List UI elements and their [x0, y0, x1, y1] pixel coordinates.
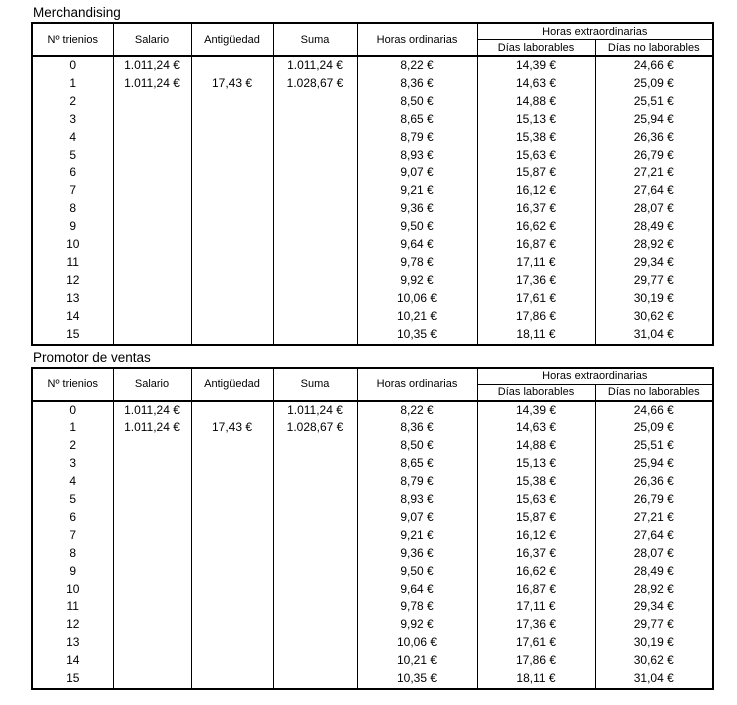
- table-cell: 9,36 €: [357, 545, 477, 563]
- table-cell: 16,62 €: [477, 218, 595, 236]
- table-row: [32, 308, 713, 326]
- table-cell: 8,79 €: [357, 473, 477, 491]
- table-cell: 16,87 €: [477, 236, 595, 254]
- table-cell: 26,36 €: [595, 473, 713, 491]
- table-cell: [191, 509, 273, 527]
- table-cell: [191, 254, 273, 272]
- table-cell: [273, 491, 357, 509]
- table-cell: 12: [32, 272, 113, 290]
- table-cell: 9,36 €: [357, 200, 477, 218]
- table-cell: [273, 670, 357, 689]
- table-cell: 25,09 €: [595, 419, 713, 437]
- table-cell: 6: [32, 164, 113, 182]
- table-cell: [191, 111, 273, 129]
- table-cell: 9: [32, 218, 113, 236]
- table-cell: 26,79 €: [595, 147, 713, 165]
- column-header-suma: Suma: [273, 368, 357, 401]
- table-cell: 9,50 €: [357, 563, 477, 581]
- table-row: [32, 545, 713, 563]
- table-cell: 11: [32, 598, 113, 616]
- table-cell: 6: [32, 509, 113, 527]
- table-cell: 9,92 €: [357, 616, 477, 634]
- table-cell: 2: [32, 437, 113, 455]
- table-cell: 30,19 €: [595, 290, 713, 308]
- table-cell: [191, 401, 273, 420]
- table-cell: 10,35 €: [357, 326, 477, 345]
- table-cell: [113, 93, 191, 111]
- table-cell: [113, 563, 191, 581]
- table-cell: 9,21 €: [357, 527, 477, 545]
- table-cell: 1.011,24 €: [273, 56, 357, 75]
- table-cell: 15,38 €: [477, 473, 595, 491]
- table-cell: 8,22 €: [357, 56, 477, 75]
- table-cell: 8: [32, 545, 113, 563]
- table-cell: [273, 290, 357, 308]
- table-cell: 27,64 €: [595, 182, 713, 200]
- table-row: [32, 182, 713, 200]
- table-row: [32, 670, 713, 689]
- table-cell: [113, 200, 191, 218]
- table-cell: 15,87 €: [477, 509, 595, 527]
- table-cell: [191, 527, 273, 545]
- table-cell: 15,87 €: [477, 164, 595, 182]
- table-cell: 16,62 €: [477, 563, 595, 581]
- table-cell: [191, 616, 273, 634]
- table-cell: [191, 326, 273, 345]
- table-cell: 17,43 €: [191, 419, 273, 437]
- table-cell: 1.011,24 €: [113, 75, 191, 93]
- table-row: [32, 129, 713, 147]
- table-row: [32, 93, 713, 111]
- table-cell: [273, 182, 357, 200]
- table-cell: 1.011,24 €: [273, 401, 357, 420]
- table-cell: [113, 218, 191, 236]
- table-cell: 17,36 €: [477, 616, 595, 634]
- table-cell: 29,77 €: [595, 616, 713, 634]
- table-cell: 8,65 €: [357, 111, 477, 129]
- table-cell: 9,64 €: [357, 581, 477, 599]
- table-cell: [273, 111, 357, 129]
- column-header-dias-laborables: Días laborables: [477, 384, 595, 401]
- table-cell: 16,87 €: [477, 581, 595, 599]
- table-cell: [273, 545, 357, 563]
- table-row: [32, 147, 713, 165]
- table-cell: [273, 473, 357, 491]
- table-cell: 18,11 €: [477, 670, 595, 689]
- table-cell: 15,38 €: [477, 129, 595, 147]
- table-cell: [113, 129, 191, 147]
- table-cell: [113, 652, 191, 670]
- table-cell: 17,61 €: [477, 634, 595, 652]
- table-cell: [191, 455, 273, 473]
- table-cell: [191, 129, 273, 147]
- table-cell: 17,86 €: [477, 308, 595, 326]
- table-cell: [273, 527, 357, 545]
- table-cell: [273, 236, 357, 254]
- table-cell: 15,13 €: [477, 111, 595, 129]
- table-row: [32, 200, 713, 218]
- table-cell: 14,63 €: [477, 419, 595, 437]
- table-row: [32, 401, 713, 420]
- table-row: [32, 527, 713, 545]
- table-cell: [113, 437, 191, 455]
- table-cell: [191, 563, 273, 581]
- table-section-merchandising: [31, 4, 737, 346]
- table-cell: 29,77 €: [595, 272, 713, 290]
- table-cell: [113, 598, 191, 616]
- table-row: [32, 563, 713, 581]
- table-cell: 9,64 €: [357, 236, 477, 254]
- column-header-dias-no-laborables: Días no laborables: [595, 384, 713, 401]
- table-cell: 14: [32, 652, 113, 670]
- column-header-salario: Salario: [113, 23, 191, 56]
- table-cell: [113, 290, 191, 308]
- table-cell: 9,07 €: [357, 164, 477, 182]
- table-cell: [191, 652, 273, 670]
- table-cell: 14,39 €: [477, 56, 595, 75]
- table-row: [32, 634, 713, 652]
- table-cell: 17,11 €: [477, 254, 595, 272]
- table-cell: [273, 652, 357, 670]
- table-cell: [191, 164, 273, 182]
- salary-table-promotor-de-ventas: [31, 367, 714, 691]
- table-title-merchandising: Merchandising: [33, 5, 121, 20]
- table-cell: [113, 326, 191, 345]
- table-cell: 26,36 €: [595, 129, 713, 147]
- column-header-horas-ordinarias: Horas ordinarias: [357, 23, 477, 56]
- table-cell: [191, 93, 273, 111]
- table-cell: [273, 308, 357, 326]
- table-cell: 14,88 €: [477, 437, 595, 455]
- table-cell: 9,78 €: [357, 598, 477, 616]
- table-cell: [113, 581, 191, 599]
- table-row: [32, 509, 713, 527]
- table-cell: [113, 254, 191, 272]
- table-row: [32, 290, 713, 308]
- table-cell: 4: [32, 473, 113, 491]
- table-cell: [273, 164, 357, 182]
- table-cell: 8,36 €: [357, 419, 477, 437]
- table-cell: 15: [32, 670, 113, 689]
- table-cell: 10,35 €: [357, 670, 477, 689]
- table-cell: [191, 200, 273, 218]
- table-cell: 11: [32, 254, 113, 272]
- table-cell: 17,86 €: [477, 652, 595, 670]
- table-cell: 28,49 €: [595, 563, 713, 581]
- table-cell: [113, 509, 191, 527]
- table-cell: 8,65 €: [357, 455, 477, 473]
- table-row: [32, 272, 713, 290]
- salary-table-merchandising: [31, 22, 714, 346]
- table-cell: 25,09 €: [595, 75, 713, 93]
- table-row: [32, 455, 713, 473]
- table-cell: 8,36 €: [357, 75, 477, 93]
- column-header-horas-ordinarias: Horas ordinarias: [357, 368, 477, 401]
- table-cell: 8,93 €: [357, 147, 477, 165]
- table-cell: 16,37 €: [477, 545, 595, 563]
- table-cell: 3: [32, 111, 113, 129]
- table-cell: 15,63 €: [477, 491, 595, 509]
- table-cell: 28,49 €: [595, 218, 713, 236]
- table-cell: 10,21 €: [357, 308, 477, 326]
- table-cell: 29,34 €: [595, 254, 713, 272]
- column-header-antiguedad: Antigüedad: [191, 368, 273, 401]
- table-cell: 15,63 €: [477, 147, 595, 165]
- table-cell: [113, 236, 191, 254]
- table-cell: 10,06 €: [357, 634, 477, 652]
- table-cell: 16,12 €: [477, 182, 595, 200]
- table-cell: 0: [32, 56, 113, 75]
- table-cell: 1.028,67 €: [273, 419, 357, 437]
- table-cell: [191, 545, 273, 563]
- table-cell: [113, 111, 191, 129]
- table-header: [32, 23, 713, 56]
- column-header-dias-laborables: Días laborables: [477, 40, 595, 57]
- table-cell: 31,04 €: [595, 670, 713, 689]
- table-cell: 1.011,24 €: [113, 56, 191, 75]
- table-cell: [273, 509, 357, 527]
- table-cell: [191, 581, 273, 599]
- table-cell: 27,64 €: [595, 527, 713, 545]
- table-cell: 1: [32, 419, 113, 437]
- table-cell: [191, 182, 273, 200]
- table-cell: 25,51 €: [595, 93, 713, 111]
- table-cell: [113, 455, 191, 473]
- table-cell: 13: [32, 290, 113, 308]
- table-title-promotor-de-ventas: Promotor de ventas: [33, 349, 151, 365]
- table-section-promotor-de-ventas: [31, 349, 737, 691]
- table-cell: 24,66 €: [595, 401, 713, 420]
- table-cell: [191, 437, 273, 455]
- table-cell: [113, 182, 191, 200]
- table-cell: 10: [32, 581, 113, 599]
- table-cell: 28,07 €: [595, 545, 713, 563]
- table-cell: 8,50 €: [357, 93, 477, 111]
- table-cell: 17,36 €: [477, 272, 595, 290]
- table-cell: 5: [32, 147, 113, 165]
- table-cell: 24,66 €: [595, 56, 713, 75]
- table-cell: [273, 563, 357, 581]
- table-cell: 26,79 €: [595, 491, 713, 509]
- table-row: [32, 652, 713, 670]
- table-cell: 1.011,24 €: [113, 419, 191, 437]
- table-cell: 30,19 €: [595, 634, 713, 652]
- table-cell: [113, 616, 191, 634]
- table-cell: [113, 164, 191, 182]
- table-row: [32, 111, 713, 129]
- column-header-salario: Salario: [113, 368, 191, 401]
- table-cell: [113, 670, 191, 689]
- table-cell: 16,37 €: [477, 200, 595, 218]
- table-cell: 0: [32, 401, 113, 420]
- table-row: [32, 254, 713, 272]
- table-cell: [191, 598, 273, 616]
- table-cell: 9,21 €: [357, 182, 477, 200]
- table-cell: [191, 473, 273, 491]
- table-cell: 10,21 €: [357, 652, 477, 670]
- table-cell: [113, 272, 191, 290]
- table-cell: 9,07 €: [357, 509, 477, 527]
- column-header-horas-extraordinarias: Horas extraordinarias: [477, 368, 713, 385]
- table-cell: [191, 272, 273, 290]
- table-cell: 17,11 €: [477, 598, 595, 616]
- table-cell: 5: [32, 491, 113, 509]
- table-cell: 31,04 €: [595, 326, 713, 345]
- table-cell: [273, 598, 357, 616]
- table-cell: [113, 147, 191, 165]
- table-row: [32, 419, 713, 437]
- column-header-trienios: Nº trienios: [32, 23, 113, 56]
- table-row: [32, 581, 713, 599]
- table-cell: 9,50 €: [357, 218, 477, 236]
- table-row: [32, 473, 713, 491]
- table-row: [32, 437, 713, 455]
- table-cell: [273, 616, 357, 634]
- table-cell: [273, 254, 357, 272]
- table-cell: [113, 308, 191, 326]
- table-cell: 25,94 €: [595, 455, 713, 473]
- table-cell: 14,63 €: [477, 75, 595, 93]
- column-header-suma: Suma: [273, 23, 357, 56]
- table-cell: 1.028,67 €: [273, 75, 357, 93]
- table-cell: 1: [32, 75, 113, 93]
- table-cell: 28,07 €: [595, 200, 713, 218]
- table-cell: [273, 437, 357, 455]
- table-cell: [273, 455, 357, 473]
- table-row: [32, 326, 713, 345]
- table-cell: 12: [32, 616, 113, 634]
- table-cell: [273, 272, 357, 290]
- table-cell: 10: [32, 236, 113, 254]
- table-cell: 27,21 €: [595, 164, 713, 182]
- table-cell: 7: [32, 182, 113, 200]
- table-cell: 25,94 €: [595, 111, 713, 129]
- table-cell: 30,62 €: [595, 308, 713, 326]
- table-cell: 28,92 €: [595, 581, 713, 599]
- table-cell: [191, 147, 273, 165]
- table-cell: 8,50 €: [357, 437, 477, 455]
- table-row: [32, 616, 713, 634]
- table-cell: 7: [32, 527, 113, 545]
- table-cell: [191, 634, 273, 652]
- table-cell: 9,78 €: [357, 254, 477, 272]
- table-cell: [113, 527, 191, 545]
- table-cell: 14: [32, 308, 113, 326]
- table-cell: [113, 473, 191, 491]
- table-body-promotor-de-ventas: [32, 401, 713, 690]
- table-cell: [191, 290, 273, 308]
- table-cell: 17,61 €: [477, 290, 595, 308]
- table-row: [32, 164, 713, 182]
- table-cell: [191, 491, 273, 509]
- table-cell: 9,92 €: [357, 272, 477, 290]
- table-cell: 14,88 €: [477, 93, 595, 111]
- table-cell: 14,39 €: [477, 401, 595, 420]
- table-cell: [191, 218, 273, 236]
- table-cell: 9: [32, 563, 113, 581]
- column-header-dias-no-laborables: Días no laborables: [595, 40, 713, 57]
- column-header-trienios: Nº trienios: [32, 368, 113, 401]
- table-cell: [113, 491, 191, 509]
- table-row: [32, 75, 713, 93]
- table-cell: 27,21 €: [595, 509, 713, 527]
- table-cell: [273, 200, 357, 218]
- table-cell: [273, 634, 357, 652]
- table-cell: 3: [32, 455, 113, 473]
- table-cell: 4: [32, 129, 113, 147]
- table-cell: [273, 93, 357, 111]
- table-cell: 8: [32, 200, 113, 218]
- table-cell: 15: [32, 326, 113, 345]
- table-cell: [191, 670, 273, 689]
- table-cell: 2: [32, 93, 113, 111]
- table-cell: 16,12 €: [477, 527, 595, 545]
- table-cell: 1.011,24 €: [113, 401, 191, 420]
- column-header-horas-extraordinarias: Horas extraordinarias: [477, 23, 713, 40]
- table-row: [32, 598, 713, 616]
- table-row: [32, 236, 713, 254]
- table-cell: [191, 236, 273, 254]
- table-row: [32, 491, 713, 509]
- table-cell: 13: [32, 634, 113, 652]
- table-cell: [191, 308, 273, 326]
- table-cell: 15,13 €: [477, 455, 595, 473]
- column-header-antiguedad: Antigüedad: [191, 23, 273, 56]
- table-row: [32, 218, 713, 236]
- table-cell: 28,92 €: [595, 236, 713, 254]
- table-cell: 17,43 €: [191, 75, 273, 93]
- table-cell: 29,34 €: [595, 598, 713, 616]
- table-cell: [273, 129, 357, 147]
- table-body-merchandising: [32, 56, 713, 345]
- table-cell: 8,93 €: [357, 491, 477, 509]
- table-cell: 25,51 €: [595, 437, 713, 455]
- table-cell: 18,11 €: [477, 326, 595, 345]
- table-cell: [273, 326, 357, 345]
- table-cell: 8,79 €: [357, 129, 477, 147]
- table-row: [32, 56, 713, 75]
- table-cell: 8,22 €: [357, 401, 477, 420]
- table-cell: [191, 56, 273, 75]
- table-cell: 30,62 €: [595, 652, 713, 670]
- table-cell: [113, 545, 191, 563]
- table-cell: [273, 581, 357, 599]
- table-cell: [113, 634, 191, 652]
- table-cell: 10,06 €: [357, 290, 477, 308]
- table-cell: [273, 147, 357, 165]
- table-cell: [273, 218, 357, 236]
- table-header: [32, 368, 713, 401]
